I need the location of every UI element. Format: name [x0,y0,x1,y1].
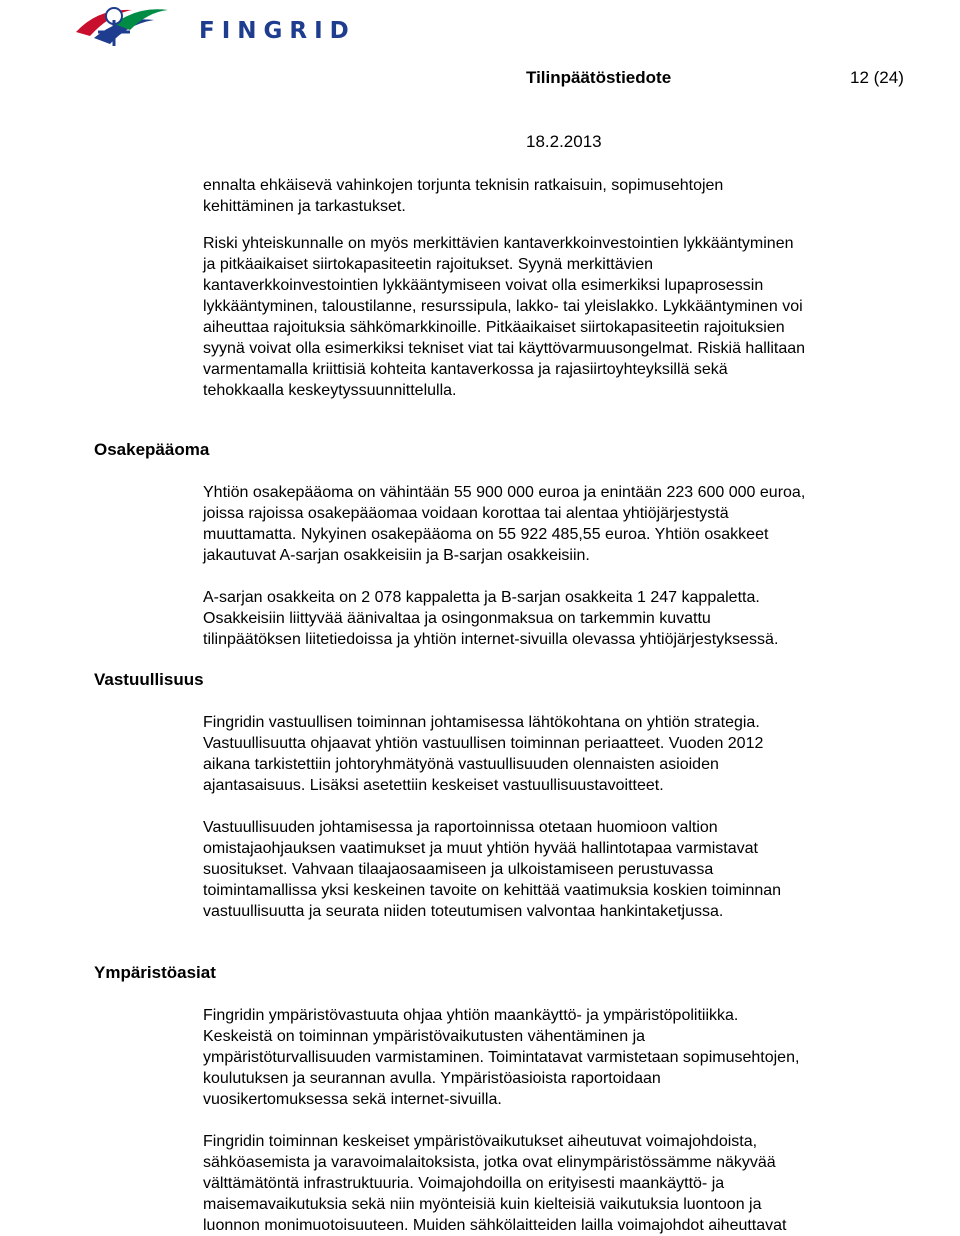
heading-ymparistoasiat: Ympäristöasiat [94,963,216,982]
fingrid-logo [68,2,356,54]
logo-wordmark: FINGRID [199,18,356,44]
fingrid-swoosh-icon [68,2,198,54]
text-line: suositukset. Vahvaan tilaajaosaamiseen ja ulkoistamiseen perustuvassa [203,861,714,878]
text-line: Keskeistä on toiminnan ympäristövaikutusten vähentäminen ja [203,1028,646,1045]
text-line: ennalta ehkäisevä vahinkojen torjunta teknisin ratkaisuin, sopimusehtojen [203,177,724,194]
text-line: Vastuullisuuden johtamisessa ja raportoinnissa otetaan huomioon valtion [203,819,718,836]
paragraph [203,817,893,922]
text-line: Fingridin toiminnan keskeiset ympäristövaikutukset aiheutuvat voimajohdoista, [203,1133,758,1150]
text-line: luonnon monimuotoisuuteen. Muiden sähkölaitteiden lailla voimajohdot aiheuttavat [203,1217,787,1234]
text-line: välttämätöntä infrastruktuuria. Voimajohdoilla on erityisesti maankäyttö- ja [203,1175,725,1192]
text-line: Fingridin vastuullisen toiminnan johtamisessa lähtökohtana on yhtiön strategia. [203,714,760,731]
text-line: koulutuksen ja seurannan avulla. Ympäristöasioista raportoidaan [203,1070,661,1087]
paragraph [203,712,893,796]
text-line: vastuullisuutta ja seurata niiden toteutumisen valvontaa hankintaketjussa. [203,903,724,920]
text-line: tehokkaalla keskeytyssuunnittelulla. [203,382,457,399]
page-number: 12 (24) [850,68,904,87]
text-line: syynä voivat olla esimerkiksi tekniset viat tai käyttövarmuusongelmat. Riskiä hallitaan [203,340,806,357]
text-line: toimintamallissa yksi keskeinen tavoite on kehittää vaatimuksia koskien toiminnan [203,882,782,899]
paragraph [203,482,893,566]
text-line: lykkääntyminen, taloustilanne, resurssipula, lakko- tai yleislakko. Lykkääntyminen voi [203,298,803,315]
paragraph [203,233,893,401]
text-line: ja pitkäaikaiset siirtokapasiteetin rajoitukset. Syynä merkittävien [203,256,653,273]
text-line: Yhtiön osakepääoma on vähintään 55 900 000 euroa ja enintään 223 600 000 euroa, [203,484,806,501]
text-line: ajantasaisuus. Lisäksi asetettiin keskeiset vastuullisuustavoitteet. [203,777,664,794]
document-date: 18.2.2013 [526,132,602,151]
text-line: aiheuttaa rajoituksia sähkömarkkinoille. Pitkäaikaiset siirtokapasiteetin rajoituksien [203,319,785,336]
text-line: tilinpäätöksen liitetiedoissa ja yhtiön internet-sivuilla olevassa yhtiöjärjestyksessä. [203,631,779,648]
text-line: varmentamalla kriittisiä kohteita kantaverkossa ja rajasiirtoyhteyksillä sekä [203,361,728,378]
text-line: sähköasemista ja varavoimalaitoksista, jotka ovat elinympäristössämme näkyvää [203,1154,776,1171]
text-line: A-sarjan osakkeita on 2 078 kappaletta ja B-sarjan osakkeita 1 247 kappaletta. [203,589,760,606]
text-line: maisemavaikutuksia sekä niin myönteisiä kuin kielteisiä vaikutuksia luontoon ja [203,1196,762,1213]
paragraph [203,587,893,650]
text-line: kantaverkkoinvestointien lykkääntymiseen voivat olla esimerkiksi lupaprosessin [203,277,764,294]
text-line: vuosikertomuksessa sekä internet-sivuilla. [203,1091,502,1108]
text-line: joissa rajoissa osakepääomaa voidaan korottaa tai alentaa yhtiöjärjestystä [203,505,729,522]
paragraph [203,1131,893,1236]
heading-osakepaaoma: Osakepääoma [94,440,210,459]
text-line: Vastuullisuutta ohjaavat yhtiön vastuullisen toiminnan periaatteet. Vuoden 2012 [203,735,764,752]
text-line: muuttamatta. Nykyinen osakepääoma on 55 922 485,55 euroa. Yhtiön osakkeet [203,526,769,543]
text-line: Riski yhteiskunnalle on myös merkittävien kantaverkkoinvestointien lykkääntyminen [203,235,794,252]
text-line: jakautuvat A-sarjan osakkeisiin ja B-sarjan osakkeisiin. [203,547,590,564]
document-title: Tilinpäätöstiedote [526,68,672,87]
text-line: omistajaohjauksen vaatimukset ja muut yhtiön hyvää hallintotapaa varmistavat [203,840,758,857]
text-line: kehittäminen ja tarkastukset. [203,198,406,215]
text-line: Osakkeisiin liittyvää äänivaltaa ja osingonmaksua on tarkemmin kuvattu [203,610,711,627]
text-line: Fingridin ympäristövastuuta ohjaa yhtiön maankäyttö- ja ympäristöpolitiikka. [203,1007,739,1024]
heading-vastuullisuus: Vastuullisuus [94,670,204,689]
text-line: ympäristöturvallisuuden varmistaminen. Toimintatavat varmistetaan sopimusehtojen, [203,1049,800,1066]
paragraph [203,1005,893,1110]
paragraph [203,175,893,217]
text-line: aikana tarkistettiin johtoryhmätyönä vastuullisuuden olennaisten asioiden [203,756,719,773]
